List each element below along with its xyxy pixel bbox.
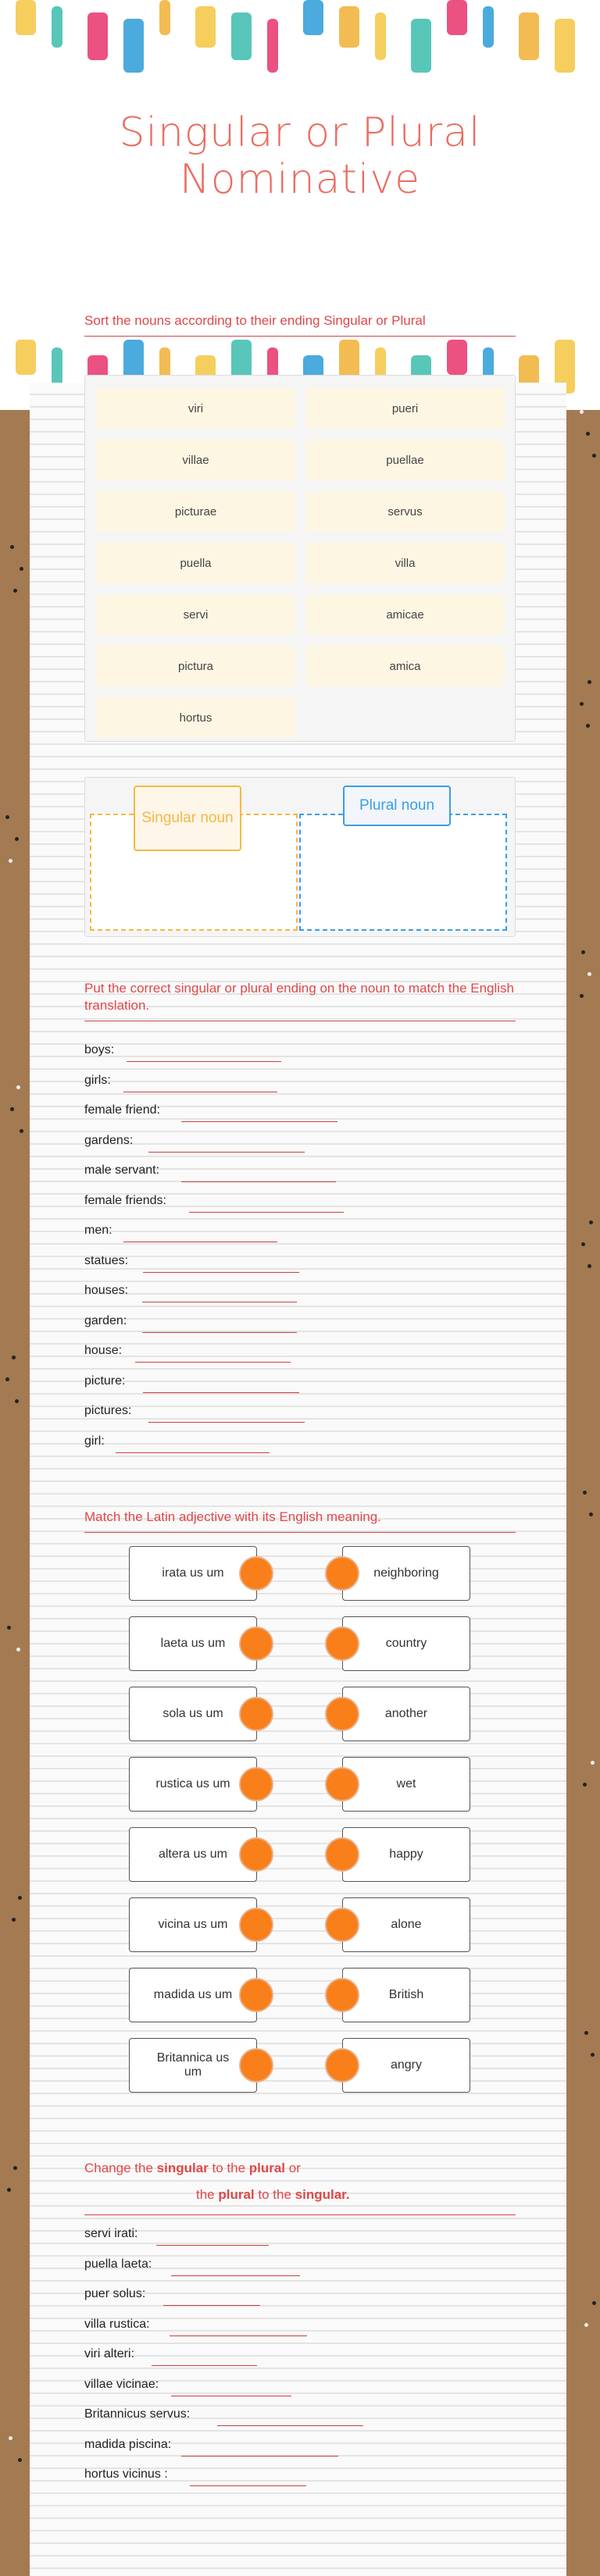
cork-pin-dot xyxy=(581,1242,585,1246)
cork-pin-dot xyxy=(580,994,584,998)
cork-pin-dot xyxy=(584,2031,588,2035)
cork-pin-dot xyxy=(5,815,9,819)
book-icon xyxy=(88,12,108,60)
section-change-title xyxy=(84,2155,516,2215)
word-tile[interactable]: puella xyxy=(96,543,295,583)
answer-input[interactable] xyxy=(127,1048,281,1062)
answer-input[interactable] xyxy=(143,1259,299,1273)
title-part: or xyxy=(285,2161,301,2175)
cork-pin-dot xyxy=(588,680,591,684)
match-left-item[interactable]: vicina us um xyxy=(129,1897,257,1952)
match-left-item[interactable]: laeta us um xyxy=(129,1616,257,1671)
plural-drop-zone[interactable] xyxy=(299,814,507,931)
answer-input[interactable] xyxy=(142,1288,297,1302)
section-sort-title: Sort the nouns according to their ending Singular or Plural xyxy=(84,312,516,337)
fill-label: gardens: xyxy=(84,1133,134,1147)
cork-pin-dot xyxy=(13,589,17,593)
title-part: plural xyxy=(218,2187,255,2202)
word-tile[interactable]: amicae xyxy=(305,594,505,635)
cork-pin-dot xyxy=(586,724,590,728)
title-part: the xyxy=(196,2187,219,2202)
fill-label: puella laeta: xyxy=(84,2257,152,2271)
answer-input[interactable] xyxy=(142,1319,297,1333)
word-tile[interactable]: picturae xyxy=(96,491,295,532)
answer-input[interactable] xyxy=(148,1138,305,1153)
match-left-item[interactable]: madida us um xyxy=(129,1968,257,2022)
fill-label: male servant: xyxy=(84,1163,160,1177)
pencil-icon xyxy=(483,6,494,48)
match-connector-dot[interactable] xyxy=(239,1908,273,1942)
fill-label: hortus vicinus : xyxy=(84,2467,168,2481)
answer-input[interactable] xyxy=(123,1078,277,1092)
cork-pin-dot xyxy=(18,2458,22,2462)
match-right-item[interactable]: country xyxy=(342,1616,470,1671)
section-endings-title: Put the correct singular or plural ending on the noun to match the English translation. xyxy=(84,980,516,1021)
word-bank xyxy=(84,375,516,742)
word-tile[interactable]: pueri xyxy=(305,388,505,429)
cork-pin-dot xyxy=(583,1491,587,1495)
match-right-item[interactable]: British xyxy=(342,1968,470,2022)
title-part: Change the xyxy=(84,2161,157,2175)
cork-pin-dot xyxy=(580,702,584,706)
fill-label: viri alteri: xyxy=(84,2347,135,2360)
title-part: plural xyxy=(248,2161,286,2175)
answer-input[interactable] xyxy=(171,2382,291,2396)
cork-pin-dot xyxy=(5,1377,9,1381)
match-connector-dot[interactable] xyxy=(325,1908,359,1942)
word-tile[interactable]: pictura xyxy=(96,646,295,686)
answer-input[interactable] xyxy=(217,2412,363,2426)
fill-label: boys: xyxy=(84,1043,115,1056)
word-tile[interactable]: servi xyxy=(96,594,295,635)
answer-input[interactable] xyxy=(170,2322,307,2336)
title-part: to the xyxy=(254,2187,295,2202)
match-connector-dot[interactable] xyxy=(325,1626,359,1661)
scissors-icon xyxy=(555,19,575,73)
cork-pin-dot xyxy=(592,2301,596,2305)
answer-input[interactable] xyxy=(171,2262,300,2276)
match-connector-dot[interactable] xyxy=(325,1697,359,1731)
pencil-icon xyxy=(375,12,386,60)
match-connector-dot[interactable] xyxy=(239,1556,273,1591)
scissors-icon xyxy=(447,340,467,375)
fill-label: girl: xyxy=(84,1434,105,1448)
word-tile[interactable]: viri xyxy=(96,388,295,429)
fill-label: madida piscina: xyxy=(84,2437,172,2451)
match-connector-dot[interactable] xyxy=(325,1978,359,2012)
word-tile[interactable]: amica xyxy=(305,646,505,686)
header-decoration-top xyxy=(0,0,600,70)
match-right-item[interactable]: angry xyxy=(342,2038,470,2093)
fill-label: villae vicinae: xyxy=(84,2377,159,2391)
fill-label: statues: xyxy=(84,1253,129,1267)
answer-input[interactable] xyxy=(135,1349,291,1363)
cork-pin-dot xyxy=(591,1761,595,1765)
match-left-item[interactable]: irata us um xyxy=(129,1546,257,1601)
match-connector-dot[interactable] xyxy=(325,1767,359,1801)
cork-pin-dot xyxy=(10,1107,14,1111)
cork-pin-dot xyxy=(12,1918,16,1922)
match-connector-dot[interactable] xyxy=(325,1556,359,1591)
match-connector-dot[interactable] xyxy=(239,1978,273,2012)
answer-input[interactable] xyxy=(148,1409,305,1423)
match-connector-dot[interactable] xyxy=(239,1837,273,1872)
answer-input[interactable] xyxy=(143,1379,299,1393)
answer-input[interactable] xyxy=(181,2442,338,2457)
fill-label: houses: xyxy=(84,1284,129,1297)
plural-label: Plural noun xyxy=(343,786,451,826)
cork-pin-dot xyxy=(9,859,12,863)
answer-input[interactable] xyxy=(152,2352,257,2366)
match-connector-dot[interactable] xyxy=(239,1697,273,1731)
fill-label: picture: xyxy=(84,1374,126,1388)
match-connector-dot[interactable] xyxy=(325,2048,359,2083)
match-right-item[interactable]: happy xyxy=(342,1827,470,1882)
book-icon xyxy=(411,19,431,73)
drop-zones xyxy=(84,777,516,937)
match-right-item[interactable]: another xyxy=(342,1687,470,1741)
cork-pin-dot xyxy=(583,1783,587,1787)
pencil-icon xyxy=(52,6,62,48)
scissors-icon xyxy=(123,19,144,73)
cork-pin-dot xyxy=(7,1626,11,1630)
match-left-item[interactable]: Britannica us um xyxy=(129,2038,257,2093)
word-tile[interactable]: villae xyxy=(96,440,295,480)
cork-pin-dot xyxy=(589,1512,593,1516)
cork-pin-dot xyxy=(15,1399,19,1403)
title-line-1 xyxy=(84,2155,516,2182)
answer-input[interactable] xyxy=(181,1168,336,1182)
cork-pin-dot xyxy=(592,454,596,458)
scissors-icon xyxy=(16,0,36,35)
fill-label: house: xyxy=(84,1344,123,1357)
scissors-icon xyxy=(231,12,252,60)
cork-pin-dot xyxy=(591,2053,595,2057)
scissors-icon xyxy=(447,0,467,35)
page-title: Singular or Plural Nominative xyxy=(119,109,481,203)
fill-label: puer solus: xyxy=(84,2287,146,2300)
match-connector-dot[interactable] xyxy=(239,2048,273,2083)
answer-input[interactable] xyxy=(156,2232,269,2246)
fill-label: servi irati: xyxy=(84,2227,138,2240)
match-right-item[interactable]: wet xyxy=(342,1757,470,1812)
cork-pin-dot xyxy=(584,2323,588,2327)
scissors-icon xyxy=(16,340,36,375)
book-icon xyxy=(519,12,539,60)
match-right-item[interactable]: alone xyxy=(342,1897,470,1952)
match-connector-dot[interactable] xyxy=(325,1837,359,1872)
title-part: to the xyxy=(208,2161,249,2175)
match-left-item[interactable]: rustica us um xyxy=(129,1757,257,1812)
answer-input[interactable] xyxy=(181,1108,338,1122)
word-tile[interactable]: puellae xyxy=(305,440,505,480)
cork-pin-dot xyxy=(12,1356,16,1359)
cork-pin-dot xyxy=(589,1220,593,1224)
cork-pin-dot xyxy=(588,972,591,976)
match-right-item[interactable]: neighboring xyxy=(342,1546,470,1601)
fill-label: female friends: xyxy=(84,1193,166,1207)
pencil-icon xyxy=(267,19,278,73)
match-connector-dot[interactable] xyxy=(239,1626,273,1661)
cork-pin-dot xyxy=(20,1129,23,1133)
cork-pin-dot xyxy=(588,1264,591,1268)
cork-pin-dot xyxy=(9,2436,12,2440)
fill-label: villa rustica: xyxy=(84,2317,150,2331)
book-icon xyxy=(303,0,323,35)
word-tile[interactable]: villa xyxy=(305,543,505,583)
fill-label: pictures: xyxy=(84,1404,132,1417)
answer-input[interactable] xyxy=(116,1439,270,1453)
word-tile[interactable]: servus xyxy=(305,491,505,532)
cork-pin-dot xyxy=(581,950,585,954)
title-line-2 xyxy=(84,2182,516,2208)
cork-pin-dot xyxy=(10,545,14,549)
title-part: singular xyxy=(156,2161,209,2175)
answer-input[interactable] xyxy=(190,2472,306,2486)
title-part: singular. xyxy=(295,2187,350,2202)
book-icon xyxy=(195,6,216,48)
match-left-item[interactable]: sola us um xyxy=(129,1687,257,1741)
cork-pin-dot xyxy=(586,432,590,436)
cork-pin-dot xyxy=(580,410,584,414)
cork-pin-dot xyxy=(15,837,19,841)
fill-label: Britannicus servus: xyxy=(84,2407,191,2421)
word-tile[interactable]: hortus xyxy=(96,697,295,738)
fill-label: garden: xyxy=(84,1313,127,1327)
fill-label: female friend: xyxy=(84,1103,160,1117)
cork-pin-dot xyxy=(20,567,23,571)
cork-pin-dot xyxy=(16,1085,20,1089)
pencil-icon xyxy=(159,0,170,35)
answer-input[interactable] xyxy=(123,1228,277,1242)
cork-pin-dot xyxy=(13,2166,17,2170)
cork-pin-dot xyxy=(16,1648,20,1651)
cork-pin-dot xyxy=(18,1896,22,1900)
match-left-item[interactable]: altera us um xyxy=(129,1827,257,1882)
singular-label: Singular noun xyxy=(134,786,241,851)
fill-label: men: xyxy=(84,1224,112,1237)
scissors-icon xyxy=(339,6,359,48)
answer-input[interactable] xyxy=(163,2292,260,2306)
fill-label: girls: xyxy=(84,1073,111,1087)
cork-pin-dot xyxy=(7,2188,11,2192)
answer-input[interactable] xyxy=(189,1199,344,1213)
match-connector-dot[interactable] xyxy=(239,1767,273,1801)
section-match-title: Match the Latin adjective with its English meaning. xyxy=(84,1509,516,1533)
